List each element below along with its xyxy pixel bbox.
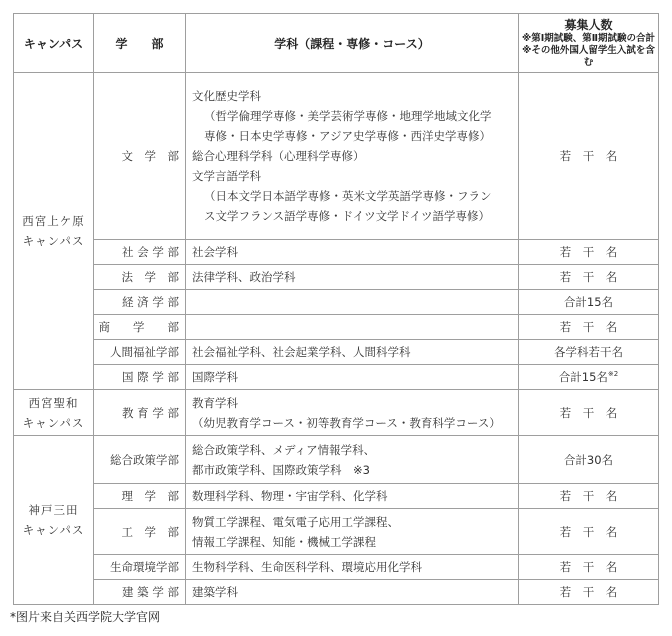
department-line: 文学言語学科 (192, 169, 261, 183)
quota-cell: 若 干 名 (519, 509, 659, 555)
faculty-cell: 建 築 学 部 (94, 580, 186, 605)
department-line: 都市政策学科、国際政策学科 ※3 (192, 462, 370, 477)
department-cell: 社会学科 (186, 240, 519, 265)
faculty-cell: 経 済 学 部 (94, 290, 186, 315)
quota-cell (519, 365, 659, 390)
department-cell (186, 436, 519, 484)
header-department: 学科（課程・専修・コース） (186, 14, 519, 73)
faculty-cell: 国 際 学 部 (94, 365, 186, 390)
quota-cell: 若 干 名 (519, 265, 659, 290)
faculty-cell: 理 学 部 (94, 484, 186, 509)
quota-value: 合計15名 (558, 370, 608, 384)
quota-cell: 若 干 名 (519, 484, 659, 509)
quota-footnote-mark: ※2 (607, 370, 619, 379)
header-quota-title: 募集人数 (564, 18, 613, 32)
quota-cell: 若 干 名 (519, 315, 659, 340)
table-row (14, 340, 659, 365)
campus-kobe-sanda: 神戸三田 キャンパス (14, 436, 94, 605)
department-line: （幼児教育学コース・初等教育学コース・教育科学コース） (192, 415, 501, 430)
header-campus: キャンパス (14, 14, 94, 73)
department-line: 文化歴史学科 (192, 89, 261, 103)
table-row (14, 315, 659, 340)
faculty-cell: 人間福祉学部 (94, 340, 186, 365)
quota-cell: 若 干 名 (519, 390, 659, 436)
department-line: 教育学科 (192, 395, 238, 410)
faculty-cell: 法 学 部 (94, 265, 186, 290)
table-row (14, 555, 659, 580)
department-line: 総合心理科学科（心理科学専修） (192, 149, 365, 163)
campus-nishinomiya-uegahara: 西宮上ケ原 キャンパス (14, 73, 94, 390)
department-line: ス文学フランス語学専修・ドイツ文学ドイツ語学専修） (204, 209, 491, 223)
table-row (14, 265, 659, 290)
department-cell (186, 290, 519, 315)
admissions-table (13, 13, 659, 605)
department-line: （哲学倫理学専修・美学芸術学専修・地理学地域文化学 (204, 109, 492, 123)
table-row (14, 365, 659, 390)
header-quota-note2: ※その他外国人留学生入試を含む (522, 45, 655, 68)
image-source-caption: *图片来自关西学院大学官网 (10, 610, 161, 624)
table-row (14, 484, 659, 509)
table-row (14, 390, 659, 436)
quota-cell: 若 干 名 (519, 555, 659, 580)
header-quota-note1: ※第Ⅰ期試験、第Ⅱ期試験の合計 (521, 33, 656, 44)
quota-cell: 若 干 名 (519, 73, 659, 240)
department-cell (186, 509, 519, 555)
quota-cell: 各学科若干名 (519, 340, 659, 365)
department-cell: 社会福祉学科、社会起業学科、人間科学科 (186, 340, 519, 365)
quota-cell: 若 干 名 (519, 240, 659, 265)
department-cell: 法律学科、政治学科 (186, 265, 519, 290)
table-row (14, 73, 659, 240)
table-header-row (14, 14, 659, 73)
department-line: 総合政策学科、メディア情報学科、 (192, 442, 376, 457)
department-cell (186, 315, 519, 340)
faculty-cell: 商 学 部 (94, 315, 186, 340)
table-row (14, 290, 659, 315)
department-cell: 建築学科 (186, 580, 519, 605)
faculty-cell: 教 育 学 部 (94, 390, 186, 436)
quota-cell: 若 干 名 (519, 580, 659, 605)
department-line: 情報工学課程、知能・機械工学課程 (192, 534, 376, 549)
faculty-cell: 社 会 学 部 (94, 240, 186, 265)
table-row (14, 580, 659, 605)
department-line: （日本文学日本語学専修・英米文学英語学専修・フラン (204, 189, 492, 203)
table-row (14, 509, 659, 555)
faculty-cell: 工 学 部 (94, 509, 186, 555)
department-cell (186, 390, 519, 436)
faculty-cell: 文 学 部 (94, 73, 186, 240)
header-quota (519, 14, 659, 73)
quota-cell: 合計30名 (519, 436, 659, 484)
campus-nishinomiya-seiwa: 西宮聖和 キャンパス (14, 390, 94, 436)
department-line: 物質工学課程、電気電子応用工学課程、 (192, 514, 399, 529)
quota-cell: 合計15名 (519, 290, 659, 315)
header-faculty: 学 部 (94, 14, 186, 73)
department-cell: 国際学科 (186, 365, 519, 390)
department-cell: 生物科学科、生命医科学科、環境応用化学科 (186, 555, 519, 580)
department-cell (186, 73, 519, 240)
department-line: 専修・日本史学専修・アジア史学専修・西洋史学専修） (204, 129, 492, 143)
faculty-cell: 生命環境学部 (94, 555, 186, 580)
table-row (14, 240, 659, 265)
faculty-cell: 総合政策学部 (94, 436, 186, 484)
table-row (14, 436, 659, 484)
department-cell: 数理科学科、物理・宇宙学科、化学科 (186, 484, 519, 509)
